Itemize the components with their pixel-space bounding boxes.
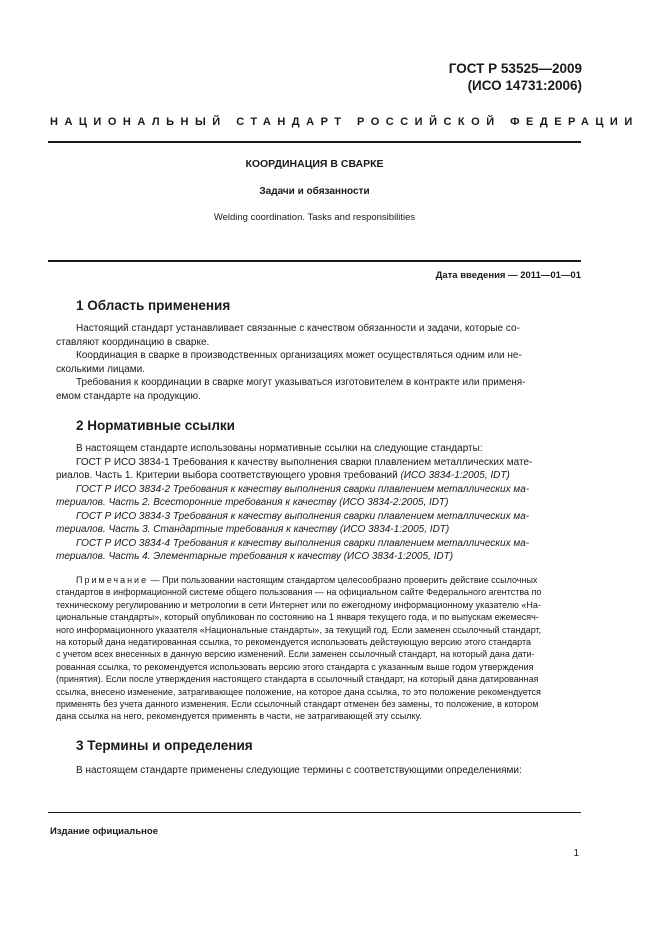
note-line: на который дана недатированная ссылка, то рекомендуется использовать действующую версию этого стандарта [56, 637, 531, 648]
note-text: — При пользовании настоящим стандартом целесообразно проверить действие ссылочных [148, 575, 538, 585]
iso-code: (ИСО 14731:2006) [467, 78, 582, 93]
paragraph: Требования к координации в сварке могут указываться изготовителем в контракте или применя- [76, 377, 526, 388]
note-line: рованная ссылка, то рекомендуется использовать версию этого стандарта с указанным выше годом утверждения [56, 661, 534, 672]
english-title: Welding coordination. Tasks and responsibilities [213, 212, 416, 223]
reference-4 [56, 537, 581, 551]
note-block [56, 574, 581, 723]
reference-4-text: ГОСТ Р ИСО 3834-4 Требования к качеству выполнения сварки плавлением металлических ма- [76, 537, 530, 549]
reference-2-text: ГОСТ Р ИСО 3834-2 Требования к качеству выполнения сварки плавлением металлических ма- [76, 483, 530, 495]
header-rule [48, 141, 581, 143]
standard-designation [449, 60, 582, 94]
paragraph: В настоящем стандарте применены следующие термины с соответствующими определениями: [76, 765, 522, 776]
paragraph: Настоящий стандарт устанавливает связанные с качеством обязанности и задачи, которые со- [76, 323, 520, 334]
reference-1-iso: (ИСО 3834-1:2005, IDT) [400, 470, 510, 481]
section-1-heading: 1 Область применения [76, 298, 231, 313]
document-title: КООРДИНАЦИЯ В СВАРКЕ [245, 158, 384, 170]
note-line: стандартов в информационной системе общего пользования — на официальном сайте Федерального агентства по [56, 587, 542, 598]
reference-2 [56, 483, 581, 497]
paragraph: Координация в сварке в производственных организациях может осуществляться одним или не- [76, 350, 522, 361]
note-line: ссылка, внесено изменение, затрагивающее положение, на которое дана ссылка, то это положение рекомендуется [56, 686, 541, 697]
note-line: (принятия). Если после утверждения настоящего стандарта в ссылочный стандарт, на который дана датированная [56, 674, 539, 685]
national-standard-title: НАЦИОНАЛЬНЫЙ СТАНДАРТ РОССИЙСКОЙ ФЕДЕРАЦИИ [50, 116, 639, 128]
paragraph-cont: ставляют координацию в сварке. [56, 336, 210, 348]
reference-3 [56, 510, 581, 524]
reference-1-text: риалов. Часть 1. Критерии выбора соответствующего уровня требований [56, 470, 401, 481]
note-line: техническому регулированию и метрологии в сети Интернет или по ежегодному информационному указателю «На- [56, 599, 541, 610]
reference-3-cont [56, 523, 581, 537]
section-2-body [56, 442, 581, 564]
reference-3-text: ГОСТ Р ИСО 3834-3 Требования к качеству выполнения сварки плавлением металлических ма- [76, 510, 530, 522]
reference-4-cont-text: териалов. Часть 4. Элементарные требования к качеству (ИСО 3834-1:2005, IDT) [56, 551, 454, 562]
note-line [56, 574, 581, 586]
page-number: 1 [573, 848, 579, 859]
reference-1: ГОСТ Р ИСО 3834-1 Требования к качеству выполнения сварки плавлением металлических мате- [76, 456, 533, 468]
note-line: ного информационного указателя «Национальные стандарты», за текущий год. Если заменен ссылочный стандарт, [56, 624, 542, 635]
footer-rule [48, 812, 581, 813]
official-edition-label: Издание официальное [50, 826, 158, 837]
note-label: Примечание [76, 575, 149, 585]
section-2-heading: 2 Нормативные ссылки [76, 418, 235, 433]
paragraph-cont: сколькими лицами. [56, 363, 146, 375]
document-subtitle: Задачи и обязанности [259, 186, 370, 197]
paragraph: В настоящем стандарте использованы нормативные ссылки на следующие стандарты: [76, 443, 483, 454]
introduction-date: Дата введения — 2011—01—01 [435, 270, 581, 281]
paragraph-cont: емом стандарте на продукцию. [56, 390, 201, 402]
section-3-heading: 3 Термины и определения [76, 738, 253, 753]
reference-2-cont-text: териалов. Часть 2. Всесторонние требования к качеству (ИСО 3834-2:2005, IDT) [56, 497, 449, 508]
reference-3-cont-text: териалов. Часть 3. Стандартные требования к качеству (ИСО 3834-1:2005, IDT) [56, 524, 450, 535]
note-line: циональные стандарты», который опубликован по состоянию на 1 января текущего года, и по выпускам ежемесяч- [56, 612, 539, 623]
section-3-body [56, 764, 581, 778]
note-line: с учетом всех внесенных в данную версию изменений. Если заменен ссылочный стандарт, на который дана дати- [56, 649, 535, 660]
note-line: дана ссылка на него, рекомендуется применять в части, не затрагивающей эту ссылку. [56, 711, 422, 722]
reference-1-cont [56, 469, 581, 483]
section-1-body [56, 322, 581, 403]
note-line: применять без учета данного изменения. Если ссылочный стандарт отменен без замены, то положение, в котором [56, 699, 539, 710]
reference-2-cont [56, 496, 581, 510]
title-rule [48, 260, 581, 262]
gost-code: ГОСТ Р 53525—2009 [448, 61, 582, 76]
reference-4-cont [56, 550, 581, 564]
